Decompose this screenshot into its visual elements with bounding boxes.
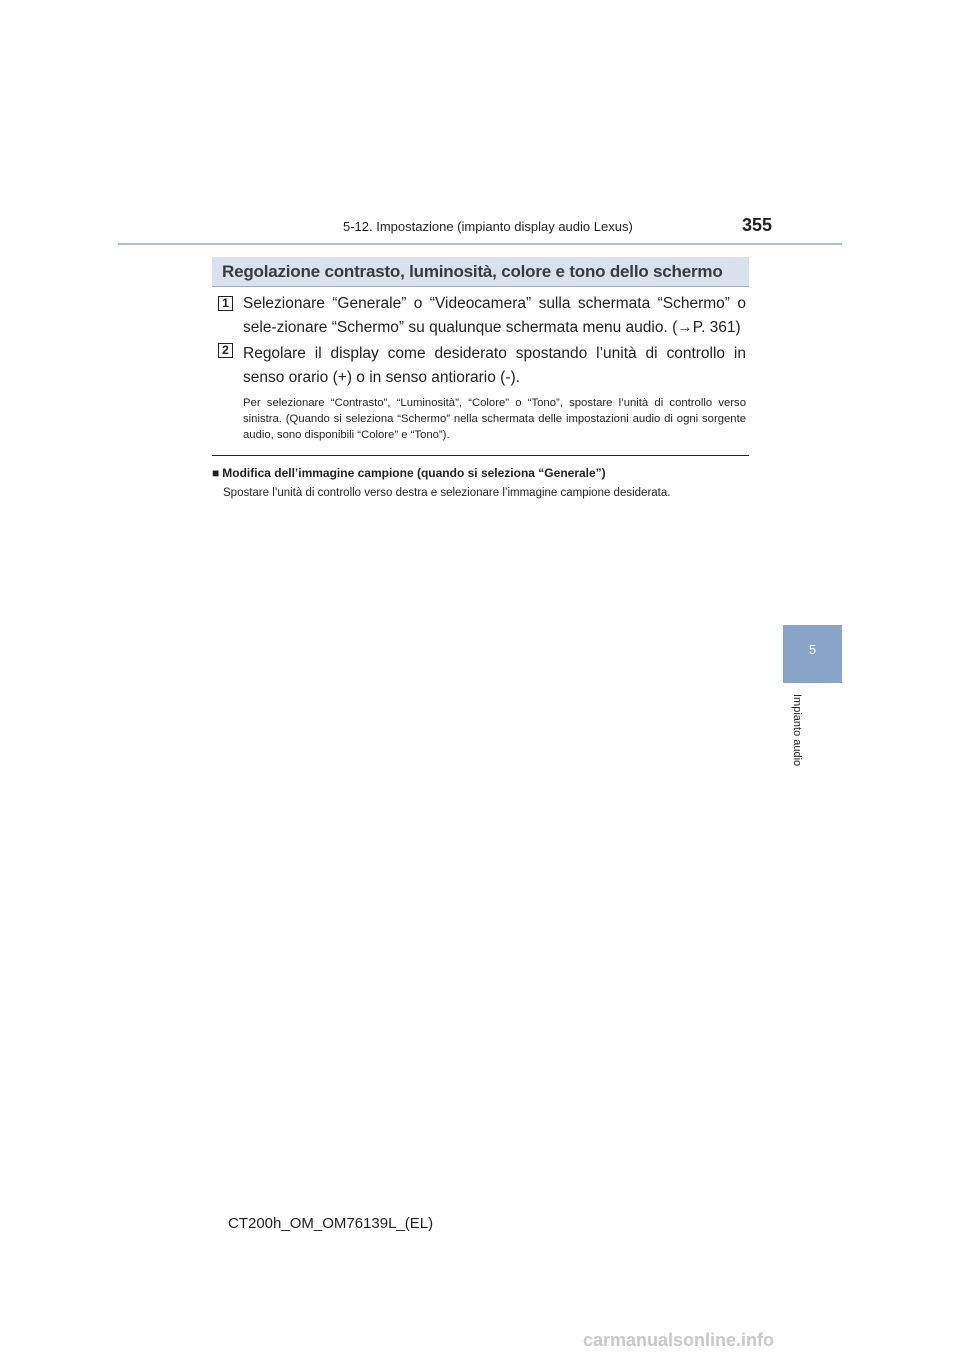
section-title: Regolazione contrasto, luminosità, colore e tono dello schermo xyxy=(222,262,723,281)
watermark: carmanualsonline.info xyxy=(583,1330,775,1350)
header-divider xyxy=(118,243,842,245)
step-1-text: Selezionare “Generale” o “Videocamera” sulla schermata “Schermo” o sele-zionare “Schermo” su qualunque schermata menu audio. (→P. 361) xyxy=(243,295,746,336)
section-title-band xyxy=(212,257,749,287)
running-header-section: 5-12. Impostazione (impianto display audio Lexus) xyxy=(343,219,633,234)
subsection-heading-text: Modifica dell’immagine campione (quando si seleziona “Generale”) xyxy=(222,466,606,480)
section-divider xyxy=(212,455,749,456)
step-2-text: Regolare il display come desiderato spostando l’unità di controllo in senso orario (+) o in senso antiorario (-). xyxy=(243,345,746,386)
chapter-tab-label: Impianto audio xyxy=(791,694,803,767)
chapter-tab-number: 5 xyxy=(808,642,817,657)
document-code: CT200h_OM_OM76139L_(EL) xyxy=(228,1215,434,1232)
step-2-number: 2 xyxy=(218,343,233,358)
subsection-heading xyxy=(212,466,606,480)
square-bullet-icon: ■ xyxy=(212,466,220,480)
page-number: 355 xyxy=(742,215,773,235)
step-2-note: Per selezionare “Contrasto”, “Luminosità”, “Colore” o “Tono”, spostare l’unità di controllo verso sinistra. (Quando si seleziona “Schermo” nella schermata delle impostazioni audio di ogni sorgente audio, sono disponibili “Colore” e “Tono”). xyxy=(243,397,746,441)
step-1-number: 1 xyxy=(218,296,233,311)
subsection-text: Spostare l’unità di controllo verso destra e selezionare l’immagine campione desiderata. xyxy=(223,487,671,499)
